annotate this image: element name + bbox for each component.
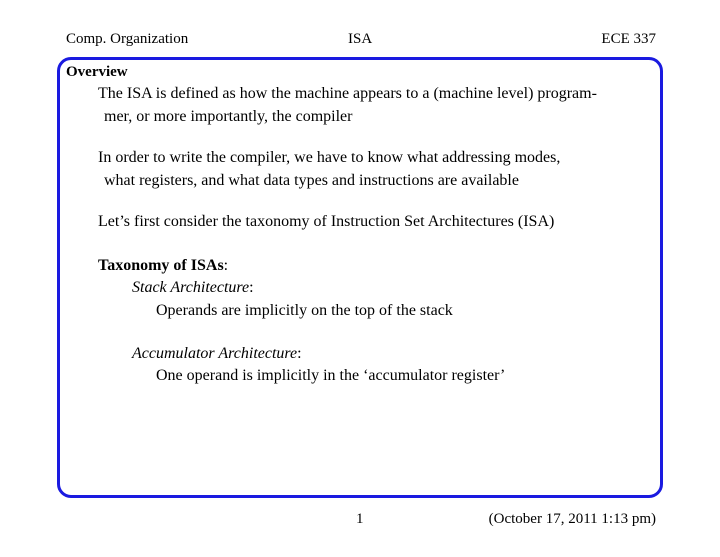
taxonomy-label: Taxonomy of ISAs xyxy=(98,257,224,274)
item-colon: : xyxy=(249,279,254,296)
item-title: Accumulator Architecture xyxy=(132,345,298,362)
paragraph-line: mer, or more importantly, the compiler xyxy=(104,108,353,125)
paragraph-line: Let’s first consider the taxonomy of Instruction Set Architectures (ISA) xyxy=(98,213,555,230)
item-title: Stack Architecture xyxy=(132,279,250,296)
stack-architecture-description: Operands are implicitly on the top of the stack xyxy=(156,302,453,319)
accumulator-architecture-description: One operand is implicitly in the ‘accumulator register’ xyxy=(156,367,506,384)
taxonomy-colon: : xyxy=(223,257,229,274)
section-heading: Overview xyxy=(66,64,128,80)
header-topic: ISA xyxy=(348,31,373,47)
accumulator-architecture-title xyxy=(132,342,302,365)
paragraph-line: In order to write the compiler, we have to know what addressing modes, xyxy=(98,149,561,166)
stack-architecture-title xyxy=(132,276,254,299)
page-number: 1 xyxy=(356,511,364,527)
item-colon: : xyxy=(297,345,302,362)
paragraph-compiler-requirements xyxy=(98,146,560,192)
paragraph-line: The ISA is defined as how the machine appears to a (machine level) program- xyxy=(98,85,597,102)
header-course-title: Comp. Organization xyxy=(66,31,189,47)
footer-date: (October 17, 2011 1:13 pm) xyxy=(488,511,656,527)
header-course-code: ECE 337 xyxy=(601,31,656,47)
paragraph-line: what registers, and what data types and instructions are available xyxy=(104,172,519,189)
taxonomy-heading xyxy=(98,254,228,277)
paragraph-isa-definition xyxy=(98,82,597,128)
paragraph-taxonomy-intro xyxy=(98,210,554,233)
